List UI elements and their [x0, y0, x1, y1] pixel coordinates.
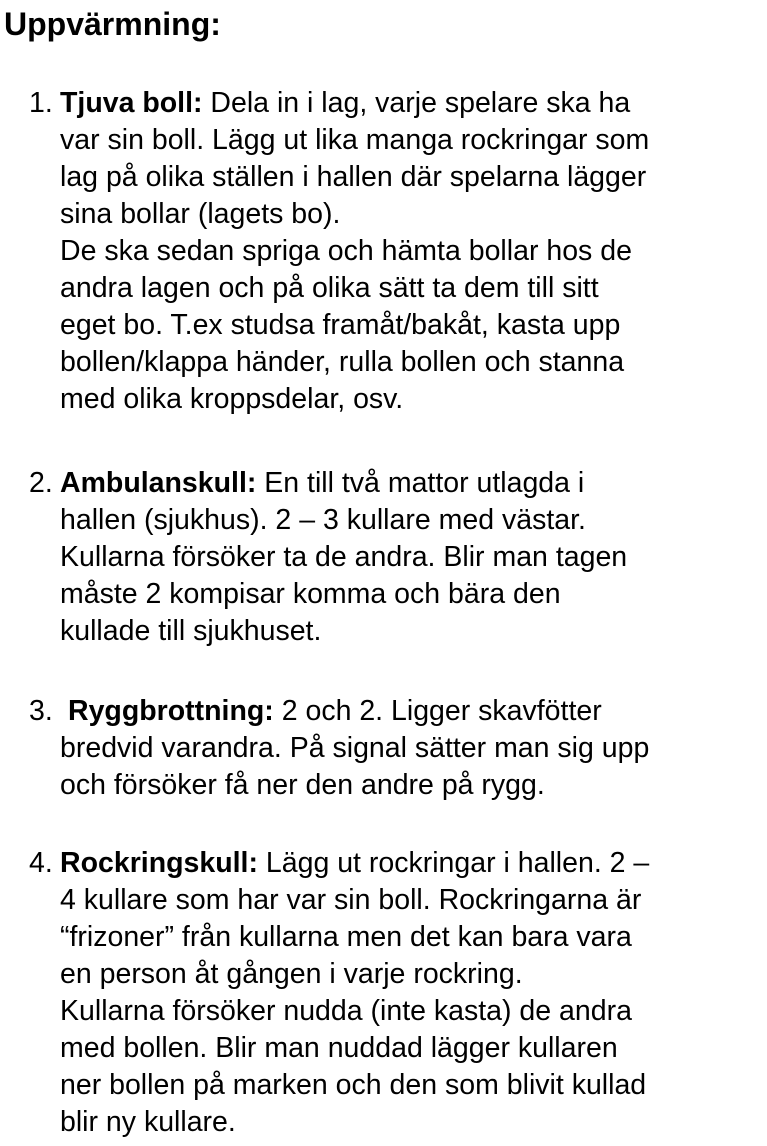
- item-text: Dela in i lag, varje spelare ska ha: [202, 87, 631, 119]
- item-line-7: eget bo. T.ex studsa framåt/bakåt, kasta upp: [60, 309, 621, 341]
- item-lead: Tjuva boll:: [60, 87, 203, 119]
- item-line-1: [60, 845, 649, 882]
- item-line-1: [60, 465, 584, 502]
- item-text: 2 och 2. Ligger skavfötter: [273, 695, 602, 727]
- item-line-6: andra lagen och på olika sätt ta dem till sitt: [60, 272, 599, 304]
- item-line-3: och försöker få ner den andre på rygg.: [60, 769, 545, 801]
- item-line-3: lag på olika ställen i hallen där spelarna lägger: [60, 161, 647, 193]
- list-number: 4.: [29, 847, 53, 879]
- item-text: Lägg ut rockringar i hallen. 2 –: [257, 847, 650, 879]
- item-lead: Ambulanskull:: [60, 467, 257, 499]
- item-line-5: kullade till sjukhuset.: [60, 615, 322, 647]
- item-lead: Rockringskull:: [60, 847, 258, 879]
- item-text: En till två mattor utlagda i: [256, 467, 585, 499]
- item-line-8: blir ny kullare.: [60, 1106, 236, 1138]
- list-number: 3.: [29, 695, 61, 727]
- item-line-2: var sin boll. Lägg ut lika manga rockringar som: [60, 124, 650, 156]
- item-line-9: med olika kroppsdelar, osv.: [60, 383, 404, 415]
- item-line-6: med bollen. Blir man nuddad lägger kullaren: [60, 1032, 618, 1064]
- item-lead: Ryggbrottning:: [68, 695, 274, 727]
- item-line-4: en person åt gången i varje rockring.: [60, 958, 523, 990]
- list-number: 1.: [29, 87, 53, 119]
- item-line-5: Kullarna försöker nudda (inte kasta) de andra: [60, 995, 632, 1027]
- item-line-1: [60, 85, 630, 122]
- list-number: 2.: [29, 467, 53, 499]
- item-line-3: “frizoner” från kullarna men det kan bara vara: [60, 921, 632, 953]
- item-line-2: hallen (sjukhus). 2 – 3 kullare med västar.: [60, 504, 586, 536]
- page-heading: Uppvärmning:: [4, 6, 221, 42]
- item-line-3: Kullarna försöker ta de andra. Blir man tagen: [60, 541, 628, 573]
- item-line-1: [68, 693, 602, 730]
- item-line-2: bredvid varandra. På signal sätter man sig upp: [60, 732, 650, 764]
- item-line-4: måste 2 kompisar komma och bära den: [60, 578, 561, 610]
- item-line-4: sina bollar (lagets bo).: [60, 198, 341, 230]
- item-line-2: 4 kullare som har var sin boll. Rockringarna är: [60, 884, 642, 916]
- item-line-8: bollen/klappa händer, rulla bollen och stanna: [60, 346, 625, 378]
- item-line-7: ner bollen på marken och den som blivit kullad: [60, 1069, 647, 1101]
- item-line-5: De ska sedan spriga och hämta bollar hos de: [60, 235, 632, 267]
